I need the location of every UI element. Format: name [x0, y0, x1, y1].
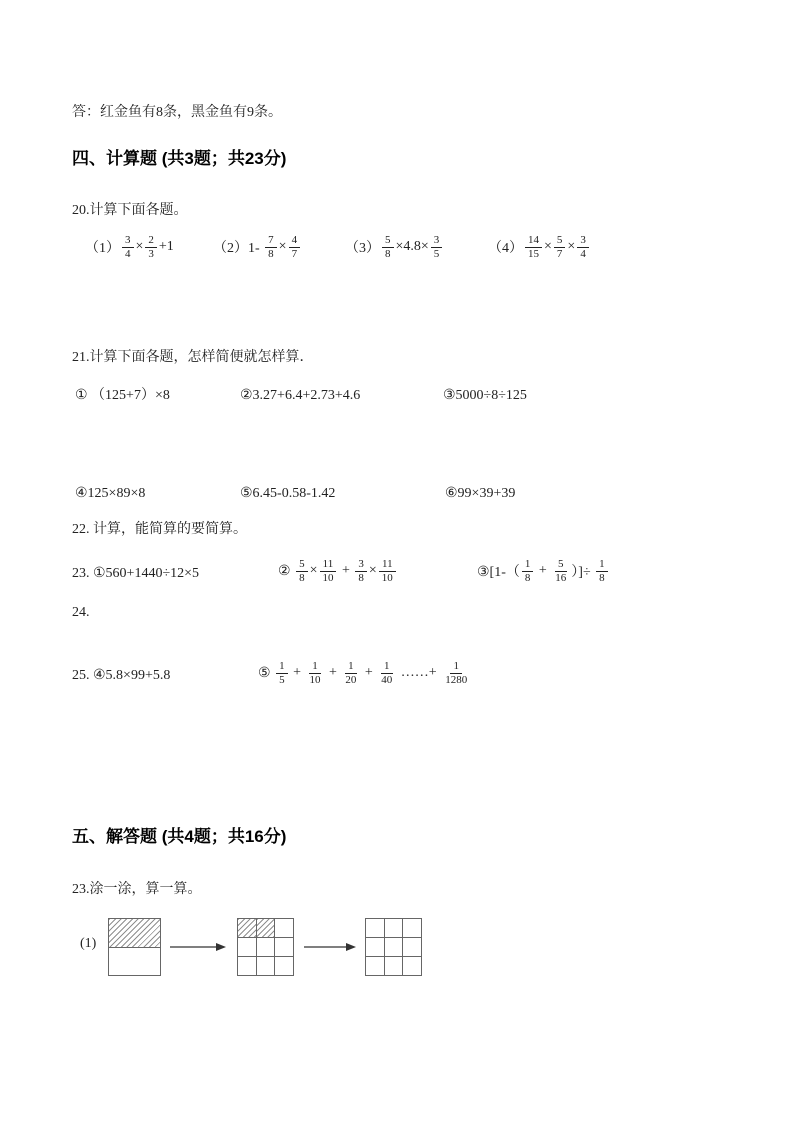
- q21-item-2: ②3.27+6.4+2.73+4.6: [240, 388, 361, 403]
- q23-item-1: 23. ①560+1440÷12×5: [72, 566, 200, 581]
- expression-text: +: [325, 665, 341, 680]
- fraction: $\frac{1}{10}$: [309, 659, 321, 686]
- fraction: $\frac{1}{1280}$: [445, 659, 468, 686]
- right-arrow-icon: [170, 942, 226, 952]
- expression-text: +: [535, 563, 551, 578]
- q23-row: [72, 556, 782, 592]
- q23-item-3: [477, 556, 610, 586]
- hatched-grid-cell: [256, 918, 275, 937]
- expression-text: ×: [278, 239, 287, 254]
- fraction: $\frac{1}{5}$: [276, 661, 288, 686]
- q22-label: 22. 计算，能简算的要简算。: [72, 522, 247, 537]
- expression-text: +: [338, 563, 354, 578]
- expression-text: ×: [309, 563, 318, 578]
- fraction: $\frac{3}{4}$: [577, 235, 589, 260]
- grid-cell: [237, 956, 256, 975]
- expression-text: （4）: [488, 241, 523, 256]
- hatched-grid-cell: [237, 918, 256, 937]
- expression-text: +: [289, 665, 305, 680]
- grid-3x3-empty-figure: [365, 918, 422, 976]
- fraction: $\frac{5}{8}$: [296, 559, 308, 584]
- q23b-label: 23.涂一涂，算一算。: [72, 882, 202, 897]
- fraction: $\frac{11}{10}$: [319, 559, 336, 584]
- grid-cell: [256, 937, 275, 956]
- grid-cell: [365, 956, 384, 975]
- grid-cell: [237, 937, 256, 956]
- grid-cell: [274, 918, 293, 937]
- fraction: $\frac{5}{16}$: [555, 557, 567, 584]
- q23-item-2: [278, 556, 398, 586]
- grid-cell: [402, 918, 421, 937]
- fraction: $\frac{1}{8}$: [596, 559, 608, 584]
- fraction: $\frac{2}{3}$: [145, 235, 157, 260]
- grid-cell: [108, 947, 160, 976]
- expression-text: ……+: [397, 665, 441, 680]
- fraction: $\frac{1}{20}$: [345, 659, 357, 686]
- fraction: $\frac{7}{8}$: [265, 235, 277, 260]
- grid-cell: [384, 937, 403, 956]
- expression-text: +1: [158, 239, 174, 254]
- figure-item-label: (1): [80, 936, 97, 951]
- expression-text: （3）: [345, 241, 380, 256]
- grid-3x3-partially-hatched-figure: [237, 918, 294, 976]
- fraction: $\frac{14}{15}$: [525, 235, 542, 260]
- expression-text: ⑤: [258, 665, 275, 681]
- fraction: $\frac{5}{7}$: [554, 235, 566, 260]
- section5-heading: 五、解答题 (共4题；共16分): [72, 827, 287, 846]
- half-shaded-rectangle-figure: [108, 918, 161, 976]
- q21-item-3: ③5000÷8÷125: [443, 388, 527, 403]
- grid-cell: [274, 937, 293, 956]
- expression-text: ×4.8×: [395, 239, 429, 254]
- fraction: $\frac{4}{7}$: [289, 235, 301, 260]
- q21-label: 21.计算下面各题，怎样简便就怎样算．: [72, 350, 314, 365]
- q25-item-2: [258, 658, 472, 688]
- fraction: $\frac{3}{4}$: [122, 235, 134, 260]
- section4-heading: 四、计算题 (共3题；共23分): [72, 149, 287, 168]
- fraction: $\frac{3}{8}$: [355, 559, 367, 584]
- grid-cell: [365, 937, 384, 956]
- expression-text: ③[1-（: [477, 565, 520, 580]
- q21-item-6: ⑥99×39+39: [445, 486, 516, 501]
- expression-text: ×: [368, 563, 377, 578]
- grid-cell: [402, 937, 421, 956]
- grid-cell: [384, 918, 403, 937]
- q21-item-4: ④125×89×8: [75, 486, 146, 501]
- grid-cell: [365, 918, 384, 937]
- q23b-figure-row: [72, 912, 492, 987]
- expression-text: +: [361, 665, 377, 680]
- q20-problem-2: [213, 232, 302, 262]
- expression-text: （1）: [85, 241, 120, 256]
- q21-item-1: ① （125+7）×8: [75, 388, 170, 403]
- right-arrow-icon: [304, 942, 356, 952]
- q24-label: 24.: [72, 605, 90, 620]
- answer-line: 答：红金鱼有8条，黑金鱼有9条。: [72, 105, 282, 120]
- hatched-grid-cell: [108, 918, 160, 947]
- q20-label: 20.计算下面各题。: [72, 203, 188, 218]
- expression-text: ×: [135, 239, 144, 254]
- expression-text: ×: [567, 239, 576, 254]
- q20-problem-4: [488, 232, 591, 262]
- expression-text: ×: [544, 239, 552, 254]
- fraction: $\frac{5}{8}$: [382, 235, 394, 260]
- expression-text: （2）1-: [213, 241, 264, 256]
- q25-row: [72, 658, 782, 694]
- fraction: $\frac{11}{10}$: [379, 559, 396, 584]
- q20-problem-1: [85, 232, 174, 262]
- grid-cell: [256, 956, 275, 975]
- grid-cell: [274, 956, 293, 975]
- fraction: $\frac{3}{5}$: [431, 235, 443, 260]
- q21-item-5: ⑤6.45-0.58-1.42: [240, 486, 336, 501]
- q20-problem-row: [72, 232, 782, 272]
- expression-text: ）]÷: [571, 565, 595, 580]
- q20-problem-3: [345, 232, 444, 262]
- q25-item-1: 25. ④5.8×99+5.8: [72, 668, 171, 683]
- grid-cell: [384, 956, 403, 975]
- fraction: $\frac{1}{40}$: [381, 659, 393, 686]
- grid-cell: [402, 956, 421, 975]
- expression-text: ②: [278, 563, 295, 579]
- fraction: $\frac{1}{8}$: [522, 559, 534, 584]
